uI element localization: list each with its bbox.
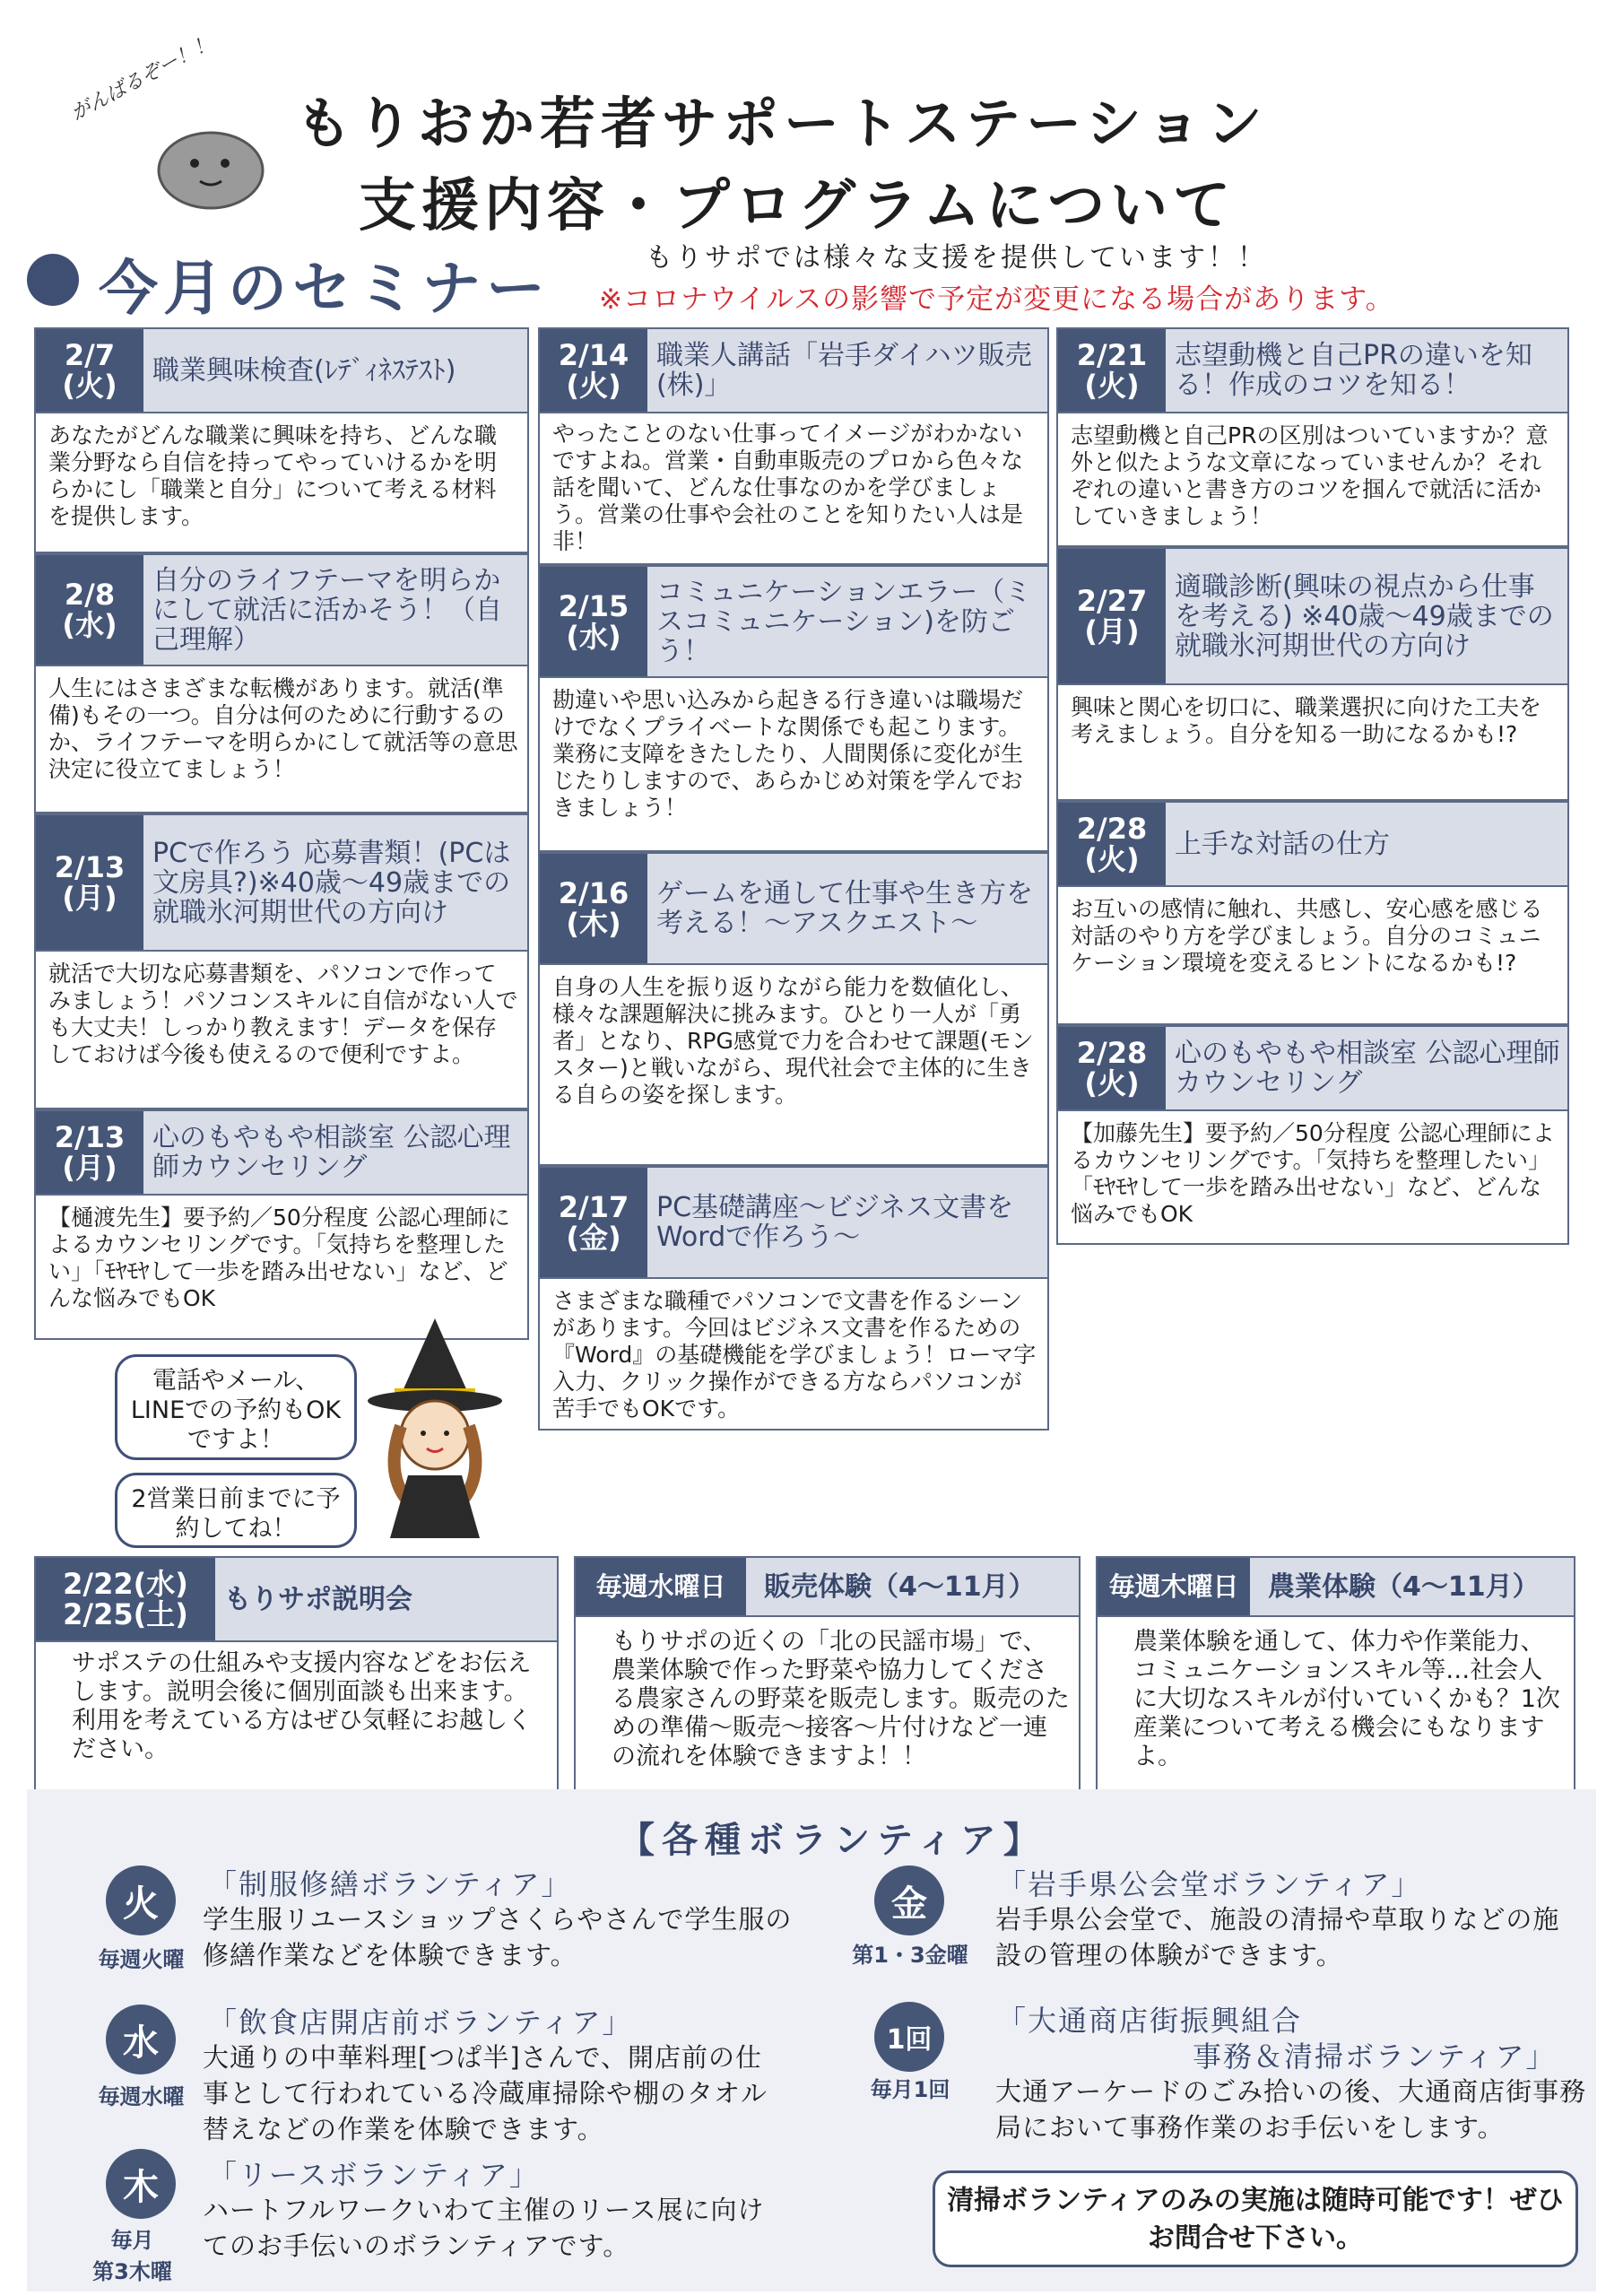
seminar-date: 2/28	[1076, 812, 1148, 846]
seminar-card	[1056, 801, 1569, 1025]
seminar-topic: 適職診断(興味の視点から仕事を考える) ※40歳～49歳までの就職氷河期世代の方向け	[1175, 570, 1554, 662]
seminar-topic: コミュニケーションエラー（ミスコミュニケーション)を防ごう！	[656, 576, 1032, 667]
program-description: サポステの仕組みや支援内容などをお伝えします。説明会後に個別面談も出来ます。利用を考えている方はぜひ気軽にお越しください。	[72, 1649, 532, 1763]
volunteer-name: 「制服修繕ボランティア」	[208, 1867, 572, 1901]
program-date: 毎週水曜日	[576, 1558, 746, 1615]
volunteer-schedule: 毎週火曜	[98, 1947, 185, 1972]
volunteer-description: 学生服リユースショップさくらやさんで学生服の修繕作業などを体験できます。	[203, 1904, 793, 1970]
seminar-date: 2/13	[54, 1120, 126, 1154]
seminar-topic: 自分のライフテーマを明らかにして就活に活かそう！（自己理解）	[152, 564, 502, 656]
wednesday-icon: 水	[106, 2005, 176, 2074]
seminar-weekday: (木)	[566, 907, 621, 941]
seminar-date: 2/21	[1076, 338, 1148, 372]
seminar-date: 2/13	[54, 850, 126, 884]
thursday-icon: 木	[106, 2149, 176, 2219]
volunteer-title: 【各種ボランティア】	[619, 1820, 1046, 1861]
seminar-weekday: (水)	[62, 608, 117, 642]
seminar-topic: 志望動機と自己PRの違いを知る！作成のコツを知る！	[1175, 340, 1532, 401]
seminar-description: 志望動機と自己PRの区別はついていますか？意外と似たような文章になっていませんか？それぞれの違いと書き方のコツを掴んで就活に活かしていきましょう！	[1071, 422, 1549, 529]
friday-icon: 金	[874, 1866, 944, 1935]
seminar-topic: 上手な対話の仕方	[1175, 828, 1390, 860]
program-topic: もりサポ説明会	[224, 1583, 412, 1615]
seminar-weekday: (火)	[566, 369, 621, 403]
seminar-card	[538, 852, 1049, 1166]
program-card	[34, 1556, 559, 1791]
seminar-topic: 職業人講話「岩手ダイハツ販売(株)」	[656, 340, 1032, 401]
seminar-topic: 心のもやもや相談室 公認心理師カウンセリング	[152, 1122, 511, 1183]
program-description: もりサポの近くの「北の民謡市場」で、農業体験で作った野菜や協力してくださる農家さんの野菜を販売します。販売のための準備～販売～接客～片付けなど一連の流れを体験できますよ！！	[612, 1628, 1070, 1770]
tuesday-icon: 火	[106, 1866, 176, 1935]
title-line2: 支援内容・プログラムについて	[359, 173, 1237, 239]
volunteer-name: 「リースボランティア」	[208, 2158, 540, 2192]
deadline-bubble: 2営業日前までに予約してね！	[115, 1473, 357, 1548]
seminar-date: 2/7	[64, 338, 116, 372]
seminar-card	[34, 813, 529, 1109]
notice-text: ※コロナウイルスの影響で予定が変更になる場合があります。	[599, 283, 1394, 316]
section-heading: 今月のセミナー	[99, 254, 551, 323]
seminar-date: 2/28	[1076, 1036, 1148, 1070]
seminar-card	[538, 327, 1049, 565]
seminar-card	[538, 1166, 1049, 1431]
reservation-bubble: 電話やメール、LINEでの予約もOKですよ！	[115, 1354, 357, 1460]
cheer-text: がんばるぞー！！	[67, 30, 218, 126]
seminar-weekday: (月)	[1084, 614, 1140, 648]
bullet-icon	[27, 254, 79, 306]
seminar-description: あなたがどんな職業に興味を持ち、どんな職業分野なら自信を持ってやっていけるかを明らかにし「職業と自分」について考える材料を提供します。	[48, 422, 498, 529]
program-description: 農業体験を通して、体力や作業能力、コミュニケーションスキル等…社会人に大切なスキルが付いていくかも？1次産業について考える機会にもなりますよ。	[1133, 1628, 1560, 1770]
volunteer-note: 清掃ボランティアのみの実施は随時可能です！ぜひお問合せ下さい。	[933, 2170, 1578, 2267]
seminar-card	[34, 1109, 529, 1340]
monthly-once-icon: 1回	[874, 2002, 944, 2072]
seminar-card	[1056, 327, 1569, 547]
seminar-description: さまざまな職種でパソコンで文書を作るシーンがあります。今回はビジネス文書を作るための『Word』の基礎機能を学びましょう！ローマ字入力、クリック操作ができる方ならパソコンが苦手でもOKです。	[552, 1288, 1037, 1422]
seminar-weekday: (火)	[62, 369, 117, 403]
seminar-weekday: (月)	[62, 1151, 117, 1185]
volunteer-description: ハートフルワークいわて主催のリース展に向けてのお手伝いのボランティアです。	[203, 2195, 765, 2261]
seminar-topic: ゲームを通して仕事や生き方を考える！～アスクエスト～	[656, 878, 1033, 939]
seminar-topic: PCで作ろう 応募書類！(PCは文房具?)※40歳～49歳までの就職氷河期世代の方向け	[152, 837, 511, 928]
volunteer-name: 「飲食店開店前ボランティア」	[208, 2005, 633, 2039]
seminar-weekday: (火)	[1084, 1066, 1140, 1100]
volunteer-description: 大通りの中華料理[つぱ半]さんで、開店前の仕事として行われている冷蔵庫掃除や棚のタオル替えなどの作業を体験できます。	[203, 2042, 768, 2144]
program-card	[1096, 1556, 1575, 1791]
seminar-date: 2/15	[558, 589, 629, 623]
volunteer-description: 大通アーケードのごみ拾いの後、大通商店街事務局において事務作業のお手伝いをします。	[995, 2076, 1587, 2143]
intro-text: もりサポでは様々な支援を提供しています！！	[646, 242, 1267, 274]
volunteer-description: 岩手県公会堂で、施設の清掃や草取りなどの施設の管理の体験ができます。	[995, 1904, 1560, 1970]
seminar-description: 【樋渡先生】要予約／50分程度 公認心理師によるカウンセリングです。「気持ちを整理したい」「ﾓﾔﾓﾔして一歩を踏み出せない」など、どんな悩みでもOK	[48, 1205, 510, 1311]
volunteer-schedule	[72, 2222, 193, 2285]
seminar-date: 2/14	[558, 338, 629, 372]
volunteer-schedule-line: 毎月	[110, 2228, 154, 2253]
program-topic: 販売体験（4～11月）	[764, 1570, 1036, 1603]
seminar-topic: 職業興味検査(ﾚﾃﾞｨﾈｽﾃｽﾄ)	[152, 354, 456, 387]
seminar-description: 【加藤先生】要予約／50分程度 公認心理師によるカウンセリングです。「気持ちを整理したい」「ﾓﾔﾓﾔして一歩を踏み出せない」など、どんな悩みでもOK	[1071, 1120, 1555, 1227]
program-topic: 農業体験（4～11月）	[1268, 1570, 1540, 1603]
title-line1: もりおか若者サポートステーション	[296, 91, 1268, 156]
volunteer-schedule: 第1・3金曜	[852, 1943, 968, 1968]
volunteer-schedule: 毎週水曜	[98, 2084, 185, 2109]
seminar-description: 人生にはさまざまな転機があります。就活(準備)もその一つ。自分は何のために行動するのか、ライフテーマを明らかにして就活等の意思決定に役立てましょう！	[48, 675, 518, 782]
seminar-card	[1056, 547, 1569, 801]
seminar-weekday: (火)	[1084, 842, 1140, 876]
program-date: 2/22(水)	[63, 1567, 188, 1601]
seminar-description: 勘違いや思い込みから起きる行き違いは職場だけでなくプライベートな関係でも起こります。業務に支障をきたしたり、人間関係に変化が生じたりしますので、あらかじめ対策を学んでおきましょう！	[552, 687, 1024, 821]
seminar-description: 興味と関心を切口に、職業選択に向けた工夫を考えましょう。自分を知る一助になるかも!?	[1071, 694, 1542, 747]
program-date: 毎週木曜日	[1098, 1558, 1250, 1615]
seminar-weekday: (火)	[1084, 369, 1140, 403]
rock-mascot-icon	[148, 117, 273, 215]
seminar-date: 2/16	[558, 876, 629, 910]
seminar-description: 就活で大切な応募書類を、パソコンで作ってみましょう！パソコンスキルに自信がない人でも大丈夫！しっかり教えます！データを保存しておけば今後も使えるので便利ですよ。	[48, 961, 518, 1067]
program-card	[574, 1556, 1081, 1791]
seminar-topic: 心のもやもや相談室 公認心理師カウンセリング	[1175, 1038, 1560, 1099]
seminar-description: やったことのない仕事ってイメージがわかないですよね。営業・自動車販売のプロから色々な話を聞いて、どんな仕事なのかを学びましょう。営業の仕事や会社のことを知りたい人は是非！	[552, 421, 1024, 554]
seminar-description: 自身の人生を振り返りながら能力を数値化し、様々な課題解決に挑みます。ひとり一人が「勇者」となり、RPG感覚で力を合わせて課題(モンスター)と戦いながら、現代社会で主体的に生きる自らの姿を探します。	[552, 974, 1034, 1108]
volunteer-name: 「大通商店街振興組合	[997, 2004, 1303, 2038]
seminar-card	[34, 327, 529, 553]
seminar-weekday: (金)	[566, 1221, 621, 1255]
seminar-weekday: (水)	[566, 620, 621, 654]
witch-mascot-icon	[359, 1318, 511, 1552]
seminar-card	[34, 553, 529, 813]
seminar-weekday: (月)	[62, 881, 117, 915]
seminar-date: 2/17	[558, 1190, 629, 1224]
seminar-topic: PC基礎講座～ビジネス文書をWordで作ろう～	[656, 1192, 1014, 1253]
seminar-date: 2/27	[1076, 584, 1148, 618]
seminar-date: 2/8	[64, 578, 116, 612]
seminar-card	[538, 565, 1049, 852]
seminar-card	[1056, 1025, 1569, 1245]
volunteer-schedule-line: 第3木曜	[92, 2259, 172, 2284]
volunteer-schedule: 毎月1回	[870, 2077, 950, 2102]
program-date: 2/25(土)	[63, 1597, 188, 1631]
volunteer-name: 事務＆清掃ボランティア」	[1193, 2039, 1557, 2074]
seminar-description: お互いの感情に触れ、共感し、安心感を感じる対話のやり方を学びましょう。自分のコミュニケーション環境を変えるヒントになるかも!?	[1071, 896, 1543, 976]
volunteer-name: 「岩手県公会堂ボランティア」	[997, 1867, 1422, 1901]
